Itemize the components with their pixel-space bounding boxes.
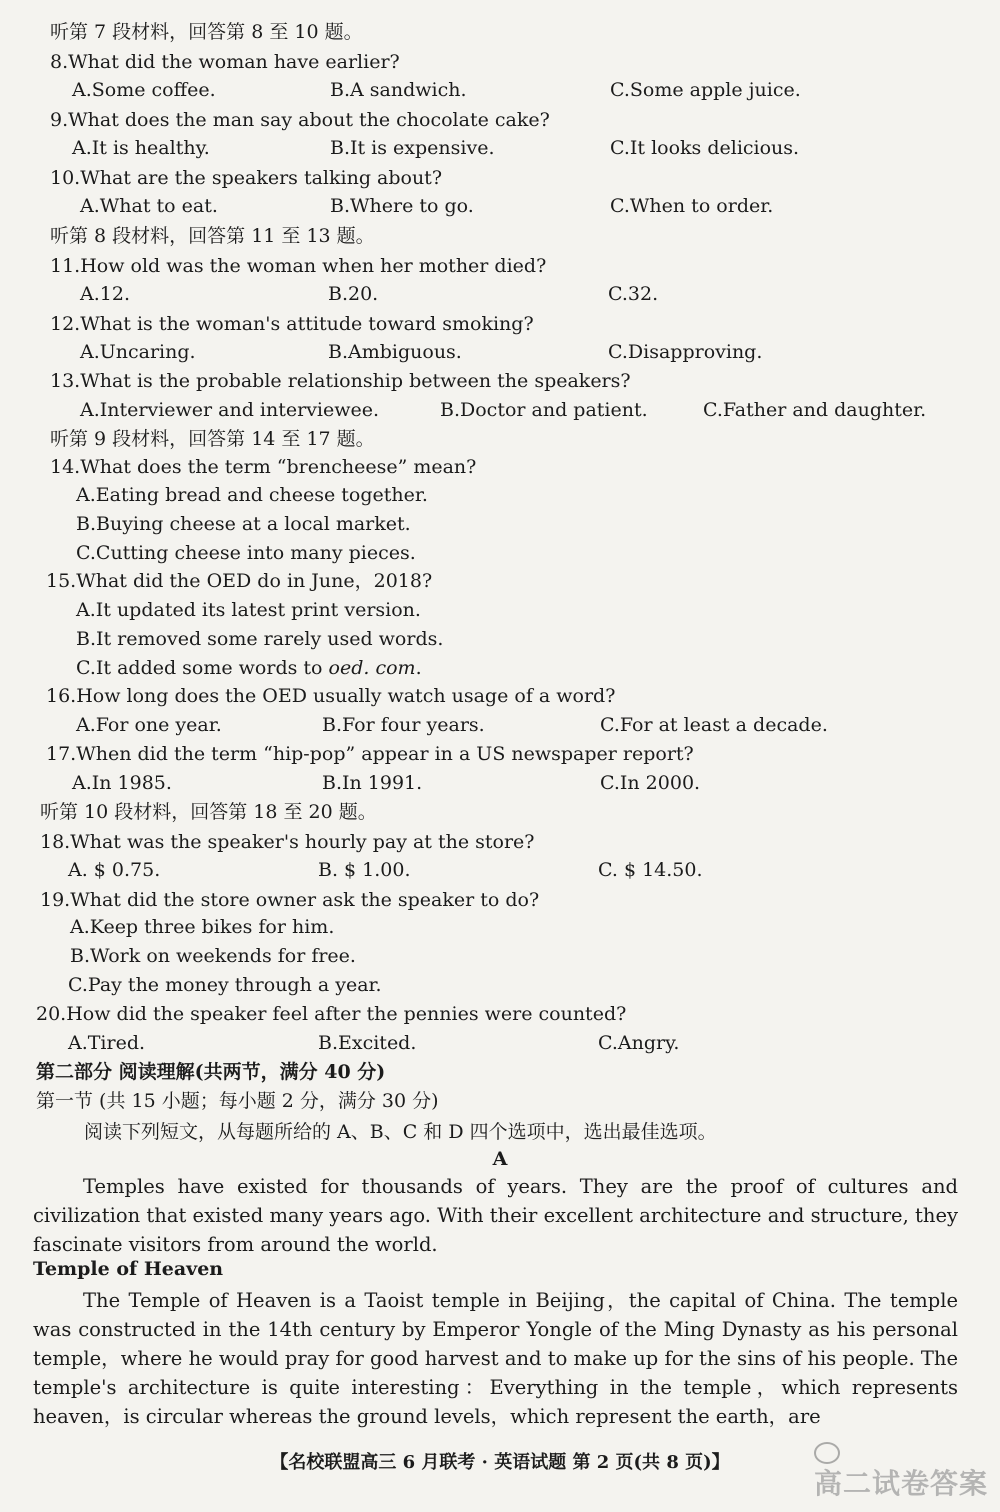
options-row	[0, 134, 1000, 163]
option-line	[0, 654, 1000, 683]
option-b: B.Where to go.	[330, 195, 474, 217]
option-c: C.Pay the money through a year.	[68, 974, 382, 996]
option-line	[0, 510, 1000, 539]
passage-body	[33, 1286, 958, 1431]
question-stem	[0, 106, 1000, 135]
option-line	[0, 625, 1000, 654]
option-b: B.A sandwich.	[330, 79, 467, 101]
options-row	[0, 338, 1000, 367]
question-stem	[0, 740, 1000, 769]
option-b: B.Ambiguous.	[328, 341, 462, 363]
stem-text: 19.What did the store owner ask the speaker to do?	[40, 889, 540, 911]
instruction	[0, 1118, 1000, 1147]
option-a: A.In 1985.	[72, 772, 172, 794]
website-name: oed. com	[328, 657, 416, 679]
section-text: 听第 7 段材料，回答第 8 至 10 题。	[50, 21, 363, 43]
page-footer: 【名校联盟高三 6 月联考 · 英语试题 第 2 页(共 8 页)】	[270, 1452, 730, 1473]
option-line	[0, 596, 1000, 625]
option-c: C.For at least a decade.	[600, 714, 828, 736]
chat-bubble-icon	[814, 1442, 840, 1464]
option-a: A.12.	[80, 283, 130, 305]
section-text: 听第 9 段材料，回答第 14 至 17 题。	[50, 428, 375, 450]
option-a: A.Interviewer and interviewee.	[80, 399, 380, 421]
option-b: B.Buying cheese at a local market.	[76, 513, 411, 535]
section-heading	[0, 425, 1000, 454]
option-c: C.Father and daughter.	[703, 399, 927, 421]
option-c: C. $ 14.50.	[598, 859, 703, 881]
section-heading	[0, 222, 1000, 251]
question-stem	[0, 682, 1000, 711]
question-stem	[0, 310, 1000, 339]
option-a: A.Some coffee.	[72, 79, 216, 101]
option-b: B.Excited.	[318, 1032, 417, 1054]
option-b: B.In 1991.	[322, 772, 423, 794]
options-row	[0, 192, 1000, 221]
options-row	[0, 769, 1000, 798]
options-row	[0, 76, 1000, 105]
section-text: 听第 10 段材料，回答第 18 至 20 题。	[40, 801, 377, 823]
option-line	[0, 971, 1000, 1000]
stem-text: 9.What does the man say about the chocolate cake?	[50, 109, 550, 131]
question-stem	[0, 567, 1000, 596]
option-c: C.It looks delicious.	[610, 137, 800, 159]
option-line	[0, 942, 1000, 971]
passage-subheading: Temple of Heaven	[33, 1258, 224, 1280]
instruction-text: 阅读下列短文，从每题所给的 A、B、C 和 D 四个选项中，选出最佳选项。	[84, 1121, 717, 1143]
question-stem	[0, 164, 1000, 193]
question-stem	[0, 367, 1000, 396]
option-b: B.It removed some rarely used words.	[76, 628, 444, 650]
option-a: A.Eating bread and cheese together.	[76, 484, 428, 506]
stem-text: 8.What did the woman have earlier?	[50, 51, 400, 73]
option-a: A. $ 0.75.	[68, 859, 161, 881]
stem-text: 16.How long does the OED usually watch usage of a word?	[46, 685, 616, 707]
question-stem	[0, 453, 1000, 482]
option-line	[0, 913, 1000, 942]
options-row	[0, 711, 1000, 740]
option-c: C.32.	[608, 283, 659, 305]
option-a: A.Tired.	[68, 1032, 146, 1054]
option-c: C.Angry.	[598, 1032, 680, 1054]
stem-text: 14.What does the term “brencheese” mean?	[50, 456, 477, 478]
stem-text: 17.When did the term “hip-pop” appear in a US newspaper report?	[46, 743, 694, 765]
option-c: C.Some apple juice.	[610, 79, 801, 101]
option-b: B.20.	[328, 283, 379, 305]
section-text: 听第 8 段材料，回答第 11 至 13 题。	[50, 225, 375, 247]
option-b: B.For four years.	[322, 714, 485, 736]
stem-text: 12.What is the woman's attitude toward smoking?	[50, 313, 534, 335]
options-row	[0, 280, 1000, 309]
part-title	[0, 1058, 1000, 1087]
option-b: B.Doctor and patient.	[440, 399, 648, 421]
option-a: A.Uncaring.	[80, 341, 196, 363]
option-b: B. $ 1.00.	[318, 859, 411, 881]
option-c: C.In 2000.	[600, 772, 701, 794]
watermark: 高二试卷答案	[813, 1467, 988, 1500]
stem-text: 10.What are the speakers talking about?	[50, 167, 443, 189]
option-b: B.Work on weekends for free.	[70, 945, 356, 967]
body-text: The Temple of Heaven is a Taoist temple in Beijing，the capital of China. The temple was constructed in the 14th century by Emperor Yongle of the Ming Dynasty as his personal temple，where he would pray for good harvest and to make up for the sins of his people. The temple's architecture is quite interesting：Everything in the temple，which represents heaven，is circular whereas the ground levels，which represent the earth，are	[33, 1289, 958, 1428]
option-line	[0, 539, 1000, 568]
option-a: A.What to eat.	[80, 195, 218, 217]
intro-text: Temples have existed for thousands of years. They are the proof of cultures and civilization that existed many years ago. With their excellent architecture and structure, they fascinate visitors from around the world.	[33, 1175, 958, 1256]
section-heading	[0, 18, 1000, 47]
stem-text: 13.What is the probable relationship between the speakers?	[50, 370, 631, 392]
options-row	[0, 1029, 1000, 1058]
part-title-text: 第二部分 阅读理解(共两节，满分 40 分)	[36, 1061, 386, 1083]
option-a: A.For one year.	[76, 714, 222, 736]
stem-text: 11.How old was the woman when her mother died?	[50, 255, 547, 277]
section-title	[0, 1087, 1000, 1116]
question-stem	[0, 252, 1000, 281]
question-stem	[0, 48, 1000, 77]
option-a: A.It updated its latest print version.	[76, 599, 421, 621]
option-line	[0, 481, 1000, 510]
option-c-text: C.It added some words to	[76, 657, 329, 679]
option-c: C.Disapproving.	[608, 341, 763, 363]
option-a: A.Keep three bikes for him.	[70, 916, 335, 938]
option-c: C.When to order.	[610, 195, 774, 217]
stem-text: 18.What was the speaker's hourly pay at the store?	[40, 831, 535, 853]
options-row	[0, 856, 1000, 885]
question-stem	[0, 886, 1000, 915]
question-stem	[0, 1000, 1000, 1029]
section-heading	[0, 798, 1000, 827]
option-b: B.It is expensive.	[330, 137, 495, 159]
option-a: A.It is healthy.	[72, 137, 210, 159]
stem-text: 15.What did the OED do in June，2018?	[46, 570, 433, 592]
passage-label: A	[492, 1148, 508, 1170]
option-c: C.Cutting cheese into many pieces.	[76, 542, 416, 564]
option-c-period: .	[415, 657, 422, 679]
section-title-text: 第一节 (共 15 小题；每小题 2 分，满分 30 分)	[36, 1090, 439, 1112]
passage-intro	[33, 1172, 958, 1259]
question-stem	[0, 828, 1000, 857]
stem-text: 20.How did the speaker feel after the pennies were counted?	[36, 1003, 627, 1025]
options-row	[0, 396, 1000, 425]
option-c	[76, 654, 422, 683]
